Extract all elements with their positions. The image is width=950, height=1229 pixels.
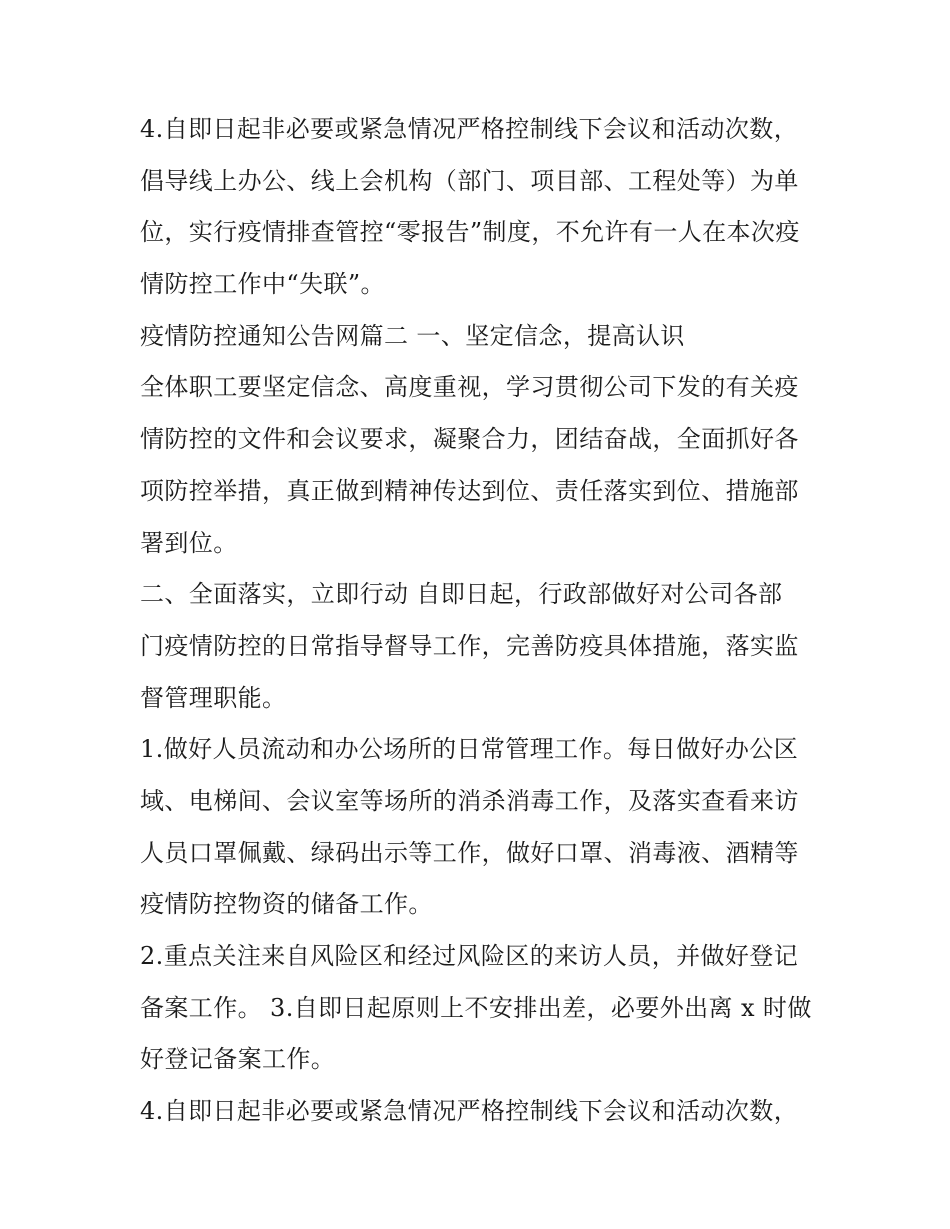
text-line: 人员口罩佩戴、绿码出示等工作，做好口罩、消毒液、酒精等 bbox=[140, 838, 799, 867]
text-line: 署到位。 bbox=[140, 528, 238, 557]
text-line: 情防控的文件和会议要求，凝聚合力，团结奋战，全面抓好各 bbox=[140, 425, 799, 454]
document-body bbox=[140, 104, 820, 1138]
text-line: 备案工作。 3.自即日起原则上不安排出差，必要外出离 x 时做 bbox=[140, 993, 812, 1022]
section-heading-line: 疫情防控通知公告网篇二 一、坚定信念，提高认识 bbox=[140, 321, 685, 350]
text-line: 4.自即日起非必要或紧急情况严格控制线下会议和活动次数， bbox=[140, 115, 799, 143]
text-line: 域、电梯间、会议室等场所的消杀消毒工作，及落实查看来访 bbox=[140, 786, 799, 815]
text-line: 2.重点关注来自风险区和经过风险区的来访人员，并做好登记 bbox=[140, 942, 799, 970]
text-line: 好登记备案工作。 bbox=[140, 1045, 336, 1074]
text-line: 1.做好人员流动和办公场所的日常管理工作。每日做好办公区 bbox=[140, 735, 799, 764]
text-line: 全体职工要坚定信念、高度重视，学习贯彻公司下发的有关疫 bbox=[140, 373, 799, 402]
text-line: 情防控工作中“失联”。 bbox=[140, 270, 385, 299]
text-line: 督管理职能。 bbox=[140, 683, 287, 712]
text-line: 门疫情防控的日常指导督导工作，完善防疫具体措施，落实监 bbox=[140, 631, 799, 660]
text-line: 4.自即日起非必要或紧急情况严格控制线下会议和活动次数， bbox=[140, 1097, 799, 1126]
text-line: 位，实行疫情排查管控“零报告”制度，不允许有一人在本次疫 bbox=[140, 218, 800, 247]
text-line: 疫情防控物资的储备工作。 bbox=[140, 890, 433, 919]
section-heading-line: 二、全面落实，立即行动 自即日起，行政部做好对公司各部 bbox=[140, 580, 783, 609]
text-line: 项防控举措，真正做到精神传达到位、责任落实到位、措施部 bbox=[140, 476, 799, 505]
text-line: 倡导线上办公、线上会机构（部门、项目部、工程处等）为单 bbox=[140, 166, 799, 195]
